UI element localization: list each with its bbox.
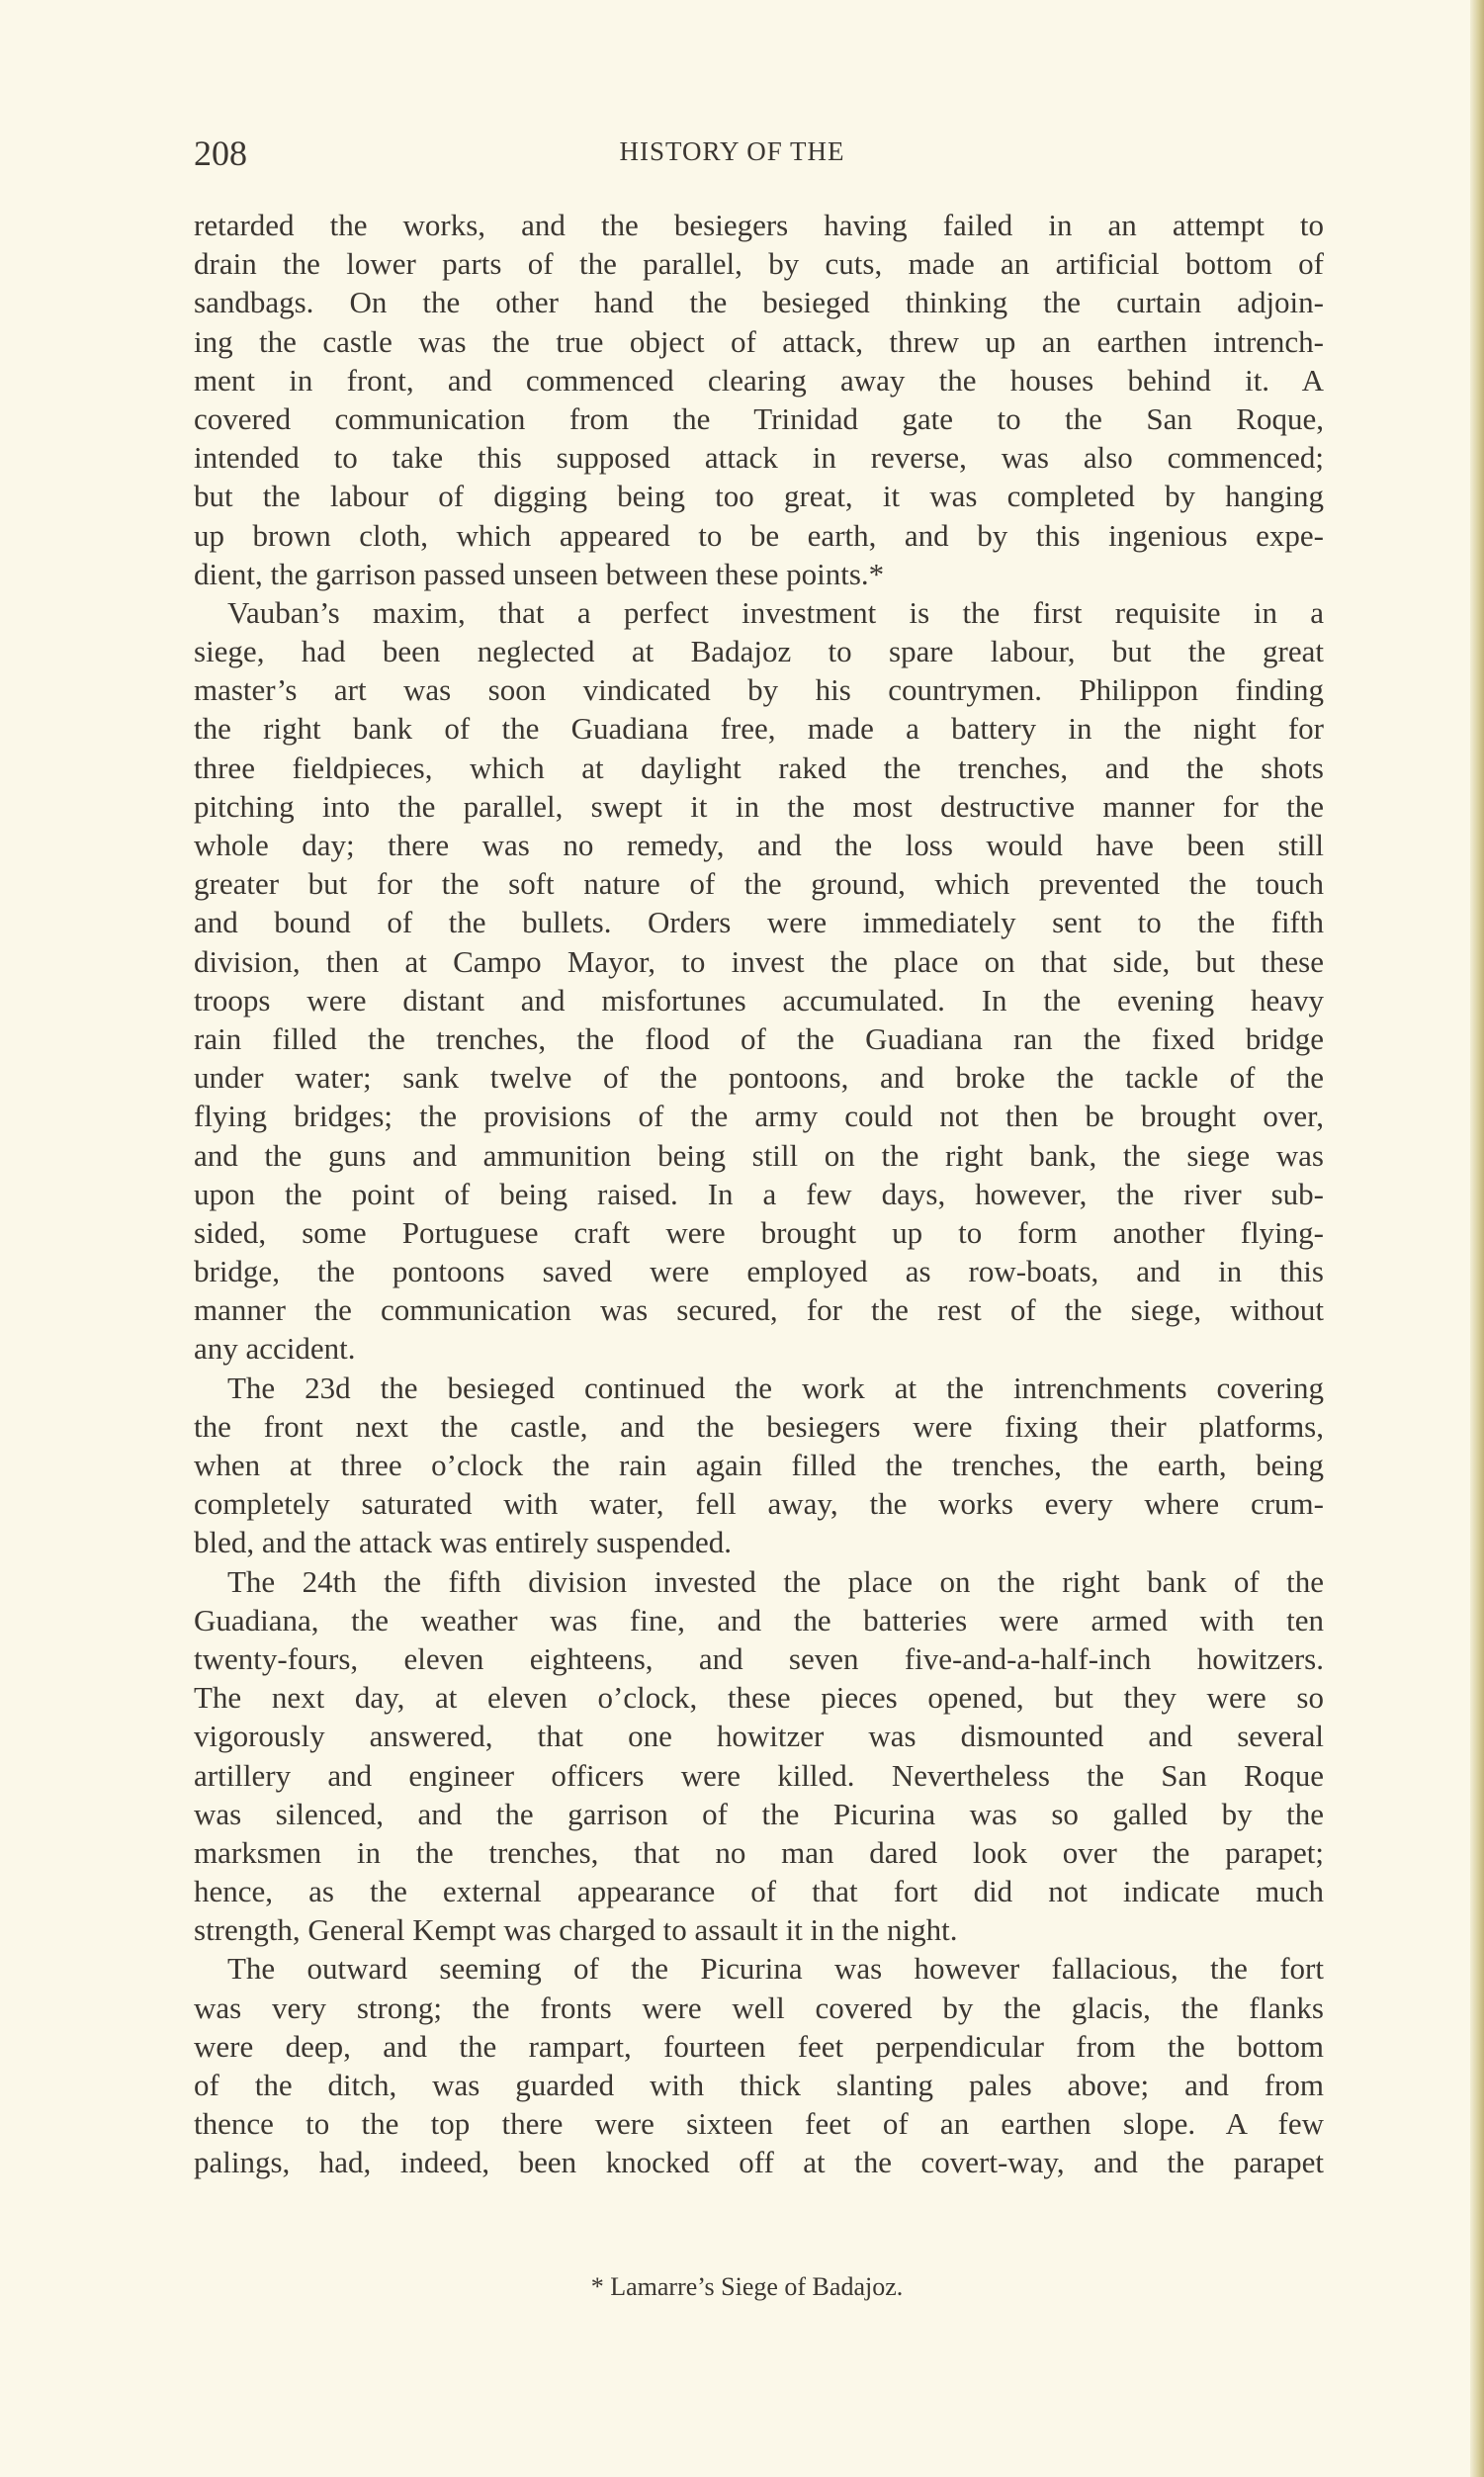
text-line: sandbags. On the other hand the besieged thinking the curtain adjoin- (194, 285, 1324, 320)
page-edge (1470, 0, 1484, 2477)
text-line: whole day; there was no remedy, and the loss would have been still (194, 828, 1324, 862)
paragraph (194, 1949, 1324, 2181)
text-line: Guadiana, the weather was fine, and the batteries were armed with ten (194, 1602, 1324, 1637)
text-line: sided, some Portuguese craft were brought up to form another flying- (194, 1214, 1324, 1250)
running-head (0, 136, 1484, 167)
text-line: greater but for the soft nature of the ground, which prevented the touch (194, 866, 1324, 902)
text-line: any accident. (194, 1331, 356, 1367)
text-line: rain filled the trenches, the flood of the Guadiana ran the fixed bridge (194, 1020, 1324, 1056)
text-line: bled, and the attack was entirely suspended. (194, 1525, 733, 1560)
text-line: The outward seeming of the Picurina was however fallacious, the fort (227, 1951, 1324, 1987)
text-line: retarded the works, and the besiegers having failed in an attempt to (194, 208, 1324, 242)
text-line: intended to take this supposed attack in reverse, was also commenced; (194, 440, 1324, 476)
text-line: vigorously answered, that one howitzer was dismounted and several (194, 1719, 1324, 1754)
text-line: was very strong; the fronts were well covered by the glacis, the flanks (194, 1990, 1324, 2025)
paragraph (194, 206, 1324, 593)
text-line: siege, had been neglected at Badajoz to spare labour, but the great (194, 634, 1324, 669)
paragraph (194, 1369, 1324, 1562)
paragraph (194, 1562, 1324, 1950)
text-line: division, then at Campo Mayor, to invest the place on that side, but these (194, 943, 1324, 979)
text-line: when at three o’clock the rain again filled the trenches, the earth, being (194, 1448, 1324, 1482)
text-line: master’s art was soon vindicated by his countrymen. Philippon finding (194, 672, 1324, 708)
text-line: and bound of the bullets. Orders were immediately sent to the fifth (194, 905, 1324, 940)
text-line: Vauban’s maxim, that a perfect investment is the first requisite in a (227, 594, 1324, 630)
text-line: marksmen in the trenches, that no man dared look over the parapet; (194, 1834, 1324, 1870)
text-line: pitching into the parallel, swept it in the most destructive manner for the (194, 788, 1324, 824)
text-line: palings, had, indeed, been knocked off at the covert-way, and the parapet (194, 2145, 1324, 2180)
text-line: completely saturated with water, fell away, the works every where crum- (194, 1486, 1324, 1522)
footnote-text: * Lamarre’s Siege of Badajoz. (590, 2272, 904, 2301)
body-text (194, 206, 1324, 2182)
text-line: flying bridges; the provisions of the army could not then be brought over, (194, 1099, 1324, 1134)
text-line: dient, the garrison passed unseen between these points.* (194, 556, 885, 591)
running-head-text: HISTORY OF THE (619, 136, 845, 166)
text-line: ment in front, and commenced clearing away the houses behind it. A (194, 362, 1324, 398)
footnote (0, 2272, 1484, 2302)
text-line: The 24th the fifth division invested the place on the right bank of the (227, 1563, 1324, 1599)
text-line: The 23d the besieged continued the work at the intrenchments covering (227, 1370, 1324, 1405)
text-line: twenty-fours, eleven eighteens, and seven five-and-a-half-inch howitzers. (194, 1640, 1324, 1676)
text-line: ing the castle was the true object of attack, threw up an earthen intrench- (194, 323, 1324, 359)
text-line: under water; sank twelve of the pontoons, and broke the tackle of the (194, 1060, 1324, 1096)
text-line: of the ditch, was guarded with thick slanting pales above; and from (194, 2068, 1324, 2102)
text-line: artillery and engineer officers were killed. Nevertheless the San Roque (194, 1757, 1324, 1793)
paragraph (194, 593, 1324, 1369)
text-line: and the guns and ammunition being still on the right bank, the siege was (194, 1137, 1324, 1173)
page-number: 208 (194, 133, 247, 173)
text-line: three fieldpieces, which at daylight raked the trenches, and the shots (194, 750, 1324, 785)
text-line: troops were distant and misfortunes accumulated. In the evening heavy (194, 982, 1324, 1017)
text-line: up brown cloth, which appeared to be earth, and by this ingenious expe- (194, 517, 1324, 553)
text-line: drain the lower parts of the parallel, by cuts, made an artificial bottom of (194, 246, 1324, 282)
text-line: the right bank of the Guadiana free, made a battery in the night for (194, 711, 1324, 747)
text-line: thence to the top there were sixteen feet of an earthen slope. A few (194, 2106, 1324, 2142)
text-line: The next day, at eleven o’clock, these pieces opened, but they were so (194, 1680, 1324, 1716)
text-line: hence, as the external appearance of that fort did not indicate much (194, 1874, 1324, 1909)
text-line: strength, General Kempt was charged to assault it in the night. (194, 1912, 958, 1948)
text-line: was silenced, and the garrison of the Picurina was so galled by the (194, 1796, 1324, 1831)
text-line: upon the point of being raised. In a few days, however, the river sub- (194, 1176, 1324, 1211)
text-line: covered communication from the Trinidad gate to the San Roque, (194, 400, 1324, 436)
text-line: but the labour of digging being too great, it was completed by hanging (194, 479, 1324, 514)
text-line: manner the communication was secured, for the rest of the siege, without (194, 1292, 1324, 1328)
text-line: were deep, and the rampart, fourteen feet perpendicular from the bottom (194, 2028, 1324, 2064)
text-line: bridge, the pontoons saved were employed as row-boats, and in this (194, 1254, 1324, 1289)
text-line: the front next the castle, and the besiegers were fixing their platforms, (194, 1408, 1324, 1444)
